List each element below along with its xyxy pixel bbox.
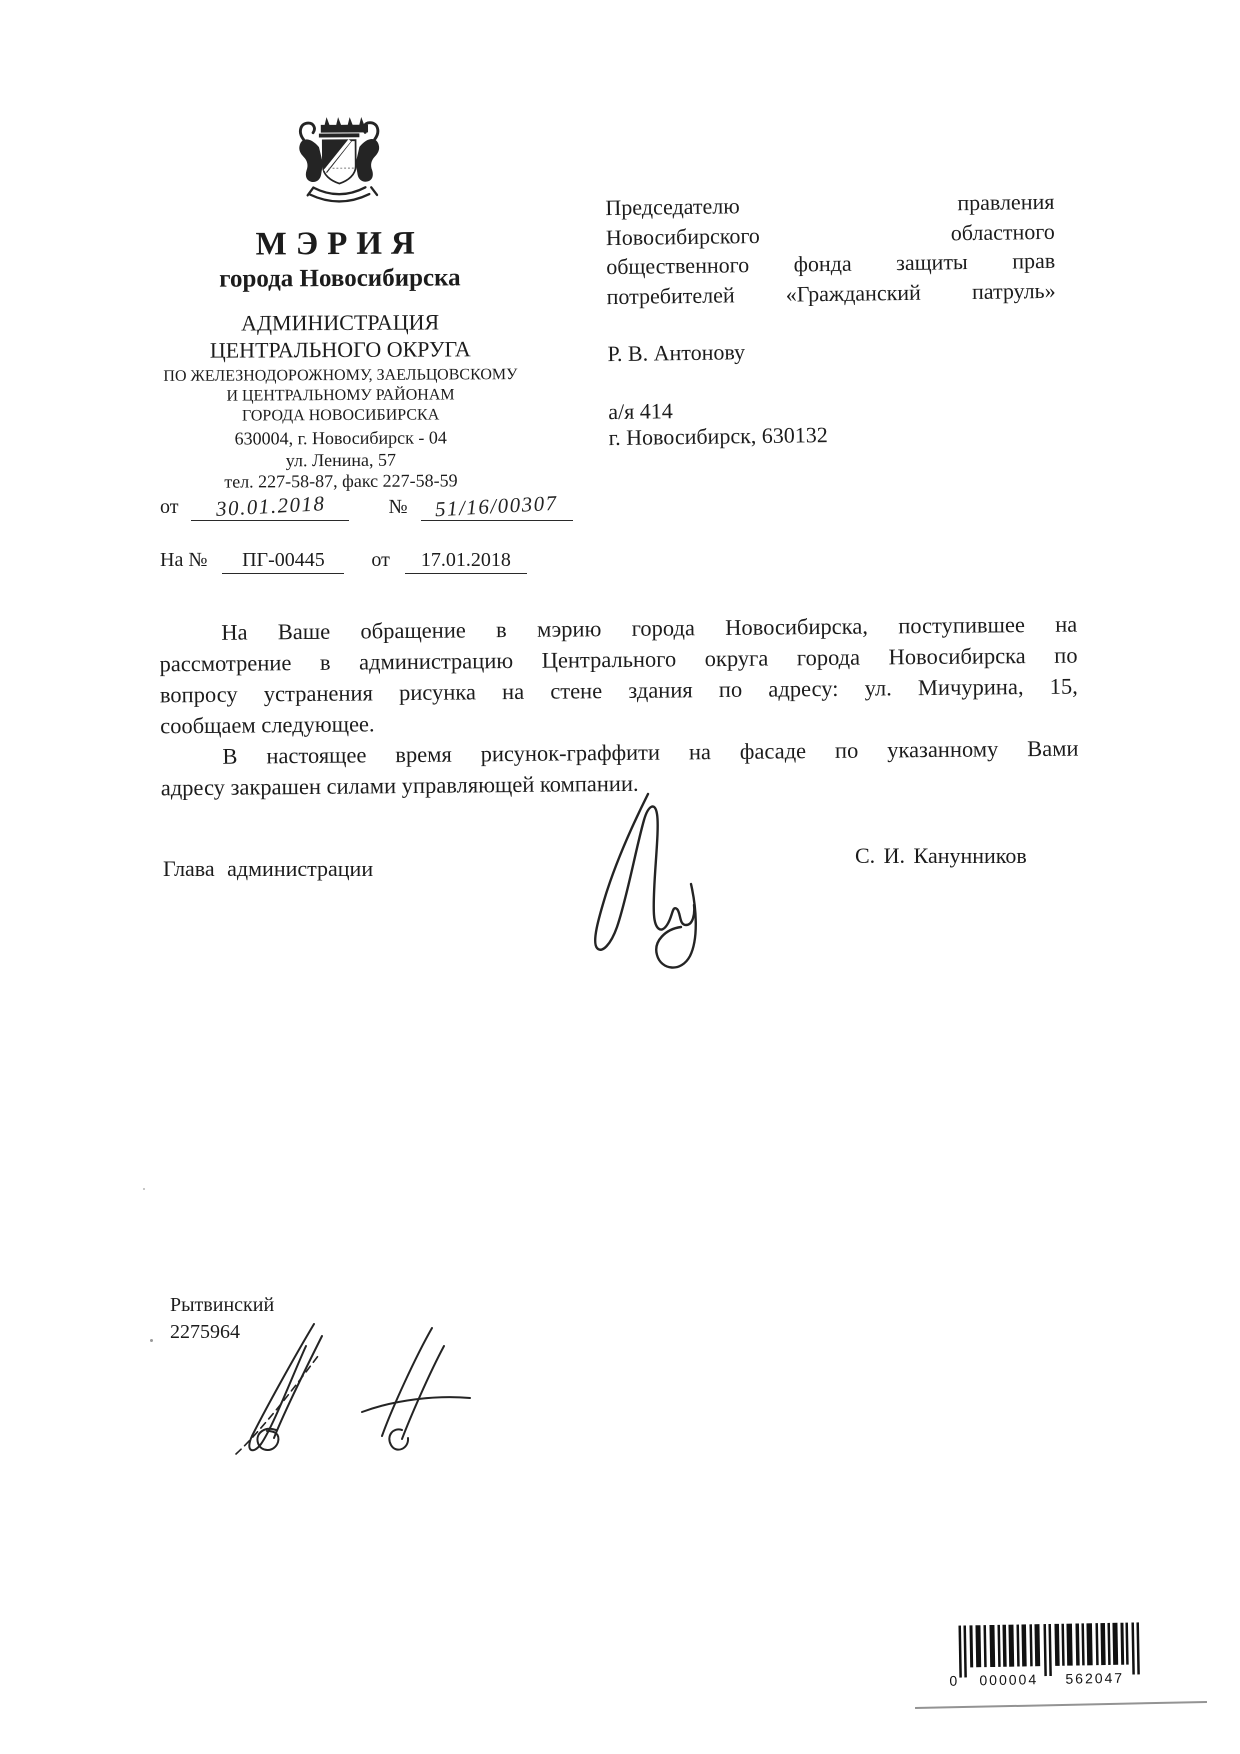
signer-title: Глава администрации xyxy=(163,856,374,881)
outgoing-number-value: 51/16/00307 xyxy=(434,490,559,522)
letterhead xyxy=(137,103,543,494)
scan-artifact-dot xyxy=(150,1339,153,1342)
executor-signature xyxy=(222,1312,472,1467)
address-line-3: тел. 227-58-87, факс 227-58-59 xyxy=(224,470,458,492)
address-line-1: 630004, г. Новосибирск - 04 xyxy=(234,427,447,449)
outgoing-reference-line xyxy=(160,490,573,522)
outgoing-date-field xyxy=(191,491,349,521)
dept-line-2: ЦЕНТРАЛЬНОГО ОКРУГА xyxy=(209,336,471,363)
outgoing-date-value: 30.01.2018 xyxy=(215,491,326,521)
dept-line-5: ГОРОДА НОВОСИБИРСКА xyxy=(241,406,440,425)
body-line: вопросу устранения рисунка на стене здания по адресу: ул. Мичурина, 15, xyxy=(159,673,1078,708)
incoming-reference-line xyxy=(160,549,527,574)
outgoing-number-field xyxy=(421,490,573,522)
barcode-digits-group1: 000004 xyxy=(979,1671,1039,1689)
letter-body xyxy=(159,609,1079,804)
recipient-line: общественного фонда защиты прав xyxy=(606,247,1056,280)
reply-from-label: от xyxy=(371,549,390,571)
org-subtitle: города Новосибирска xyxy=(219,264,461,293)
executor-phone: 2275964 xyxy=(170,1321,240,1343)
incoming-number-field: ПГ-00445 xyxy=(222,549,344,574)
dept-line-3: ПО ЖЕЛЕЗНОДОРОЖНОМУ, ЗАЕЛЬЦОВСКОМУ xyxy=(163,366,518,385)
head-signature xyxy=(560,788,720,973)
dept-line-1: АДМИНИСТРАЦИЯ xyxy=(241,309,440,336)
novosibirsk-coat-of-arms-icon xyxy=(286,104,393,217)
executor-name: Рытвинский xyxy=(170,1294,275,1316)
address-line-2: ул. Ленина, 57 xyxy=(285,449,396,470)
incoming-date-field: 17.01.2018 xyxy=(405,549,527,574)
scan-artifact-dot xyxy=(143,1188,145,1190)
recipient-po-box: а/я 414 xyxy=(608,398,673,425)
body-line: рассмотрение в администрацию Центрального округа города Новосибирска по xyxy=(159,642,1078,677)
barcode-digits-group2: 562047 xyxy=(1065,1669,1125,1687)
from-label: от xyxy=(160,496,179,518)
signer-name: С. И. Канунников xyxy=(855,843,1027,868)
dept-line-4: И ЦЕНТРАЛЬНОМУ РАЙОНАМ xyxy=(226,386,455,405)
recipient-line: Новосибирского областного xyxy=(605,218,1055,250)
recipient-line: Председателю правления xyxy=(605,188,1055,221)
recipient-city: г. Новосибирск, 630132 xyxy=(608,422,828,451)
recipient-line: потребителей «Гражданский патруль» xyxy=(606,277,1056,309)
body-line: адресу закрашен силами управляющей компании. xyxy=(160,770,639,801)
registration-barcode xyxy=(946,1620,1151,1690)
scan-artifact-line xyxy=(915,1701,1207,1709)
barcode-digit-left: 0 xyxy=(949,1672,958,1689)
recipient-name: Р. В. Антонову xyxy=(607,339,746,367)
body-line: В настоящее время рисунок-граффити на фасаде по указанному Вами xyxy=(222,735,1079,769)
body-line: На Ваше обращение в мэрию города Новосибирска, поступившее на xyxy=(221,611,1078,645)
reply-label: На № xyxy=(160,549,208,571)
body-line: сообщаем следующее. xyxy=(160,711,375,739)
recipient-block xyxy=(605,187,1058,451)
number-label: № xyxy=(388,496,408,518)
org-title: МЭРИЯ xyxy=(255,225,424,263)
